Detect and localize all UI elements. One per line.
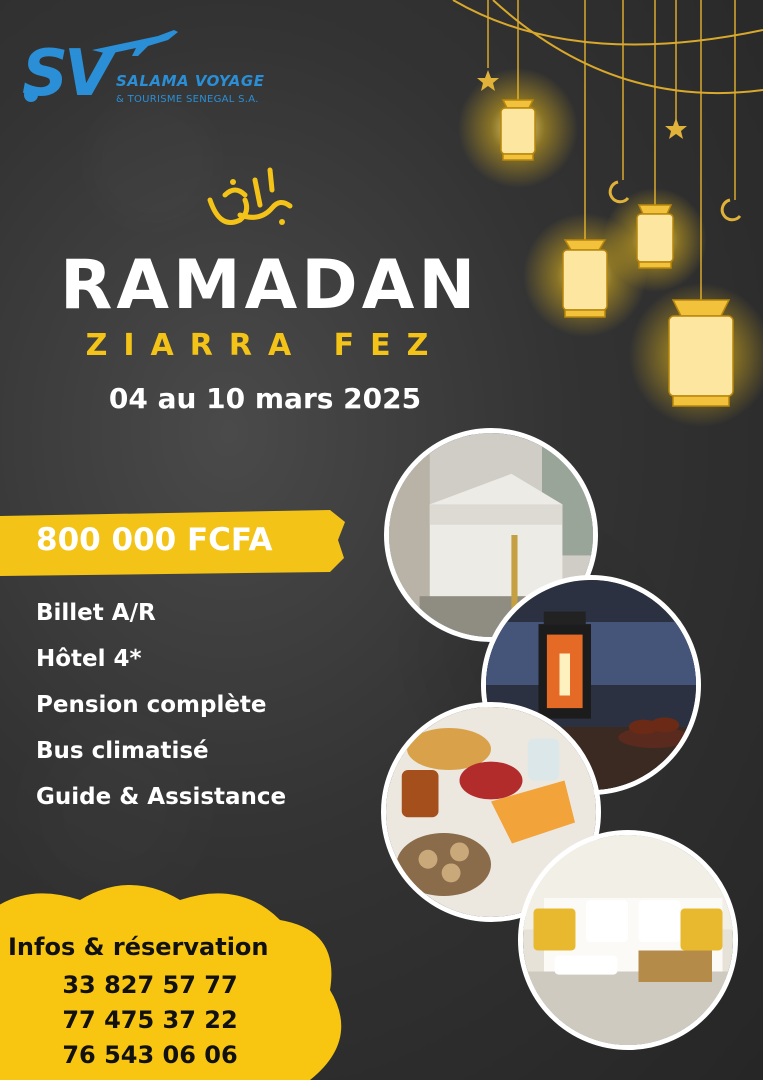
hotel-room-photo (518, 830, 738, 1050)
logo-letters: SV (22, 37, 110, 111)
phone-number[interactable]: 77 475 37 22 (62, 1006, 238, 1034)
lanterns-decoration (433, 0, 763, 440)
price-label: 800 000 FCFA (36, 522, 273, 558)
feature-item: Hôtel 4* (36, 646, 142, 672)
event-title: RAMADAN (60, 246, 480, 325)
feature-item: Billet A/R (36, 600, 156, 626)
event-dates: 04 au 10 mars 2025 (108, 382, 422, 415)
event-subtitle: ZIARRA FEZ (85, 328, 445, 363)
features-list (36, 590, 286, 820)
contact-title: Infos & réservation (8, 933, 269, 961)
phone-list (40, 968, 260, 1073)
brand-subtitle: & TOURISME SENEGAL S.A. (116, 94, 259, 105)
brand-logo[interactable] (22, 28, 292, 118)
phone-number[interactable]: 33 827 57 77 (62, 971, 238, 999)
brand-name: SALAMA VOYAGE (116, 72, 265, 90)
phone-number[interactable]: 76 543 06 06 (62, 1041, 238, 1069)
feature-item: Bus climatisé (36, 738, 209, 764)
feature-item: Pension complète (36, 692, 267, 718)
feature-item: Guide & Assistance (36, 784, 287, 810)
arabic-calligraphy (200, 160, 300, 240)
